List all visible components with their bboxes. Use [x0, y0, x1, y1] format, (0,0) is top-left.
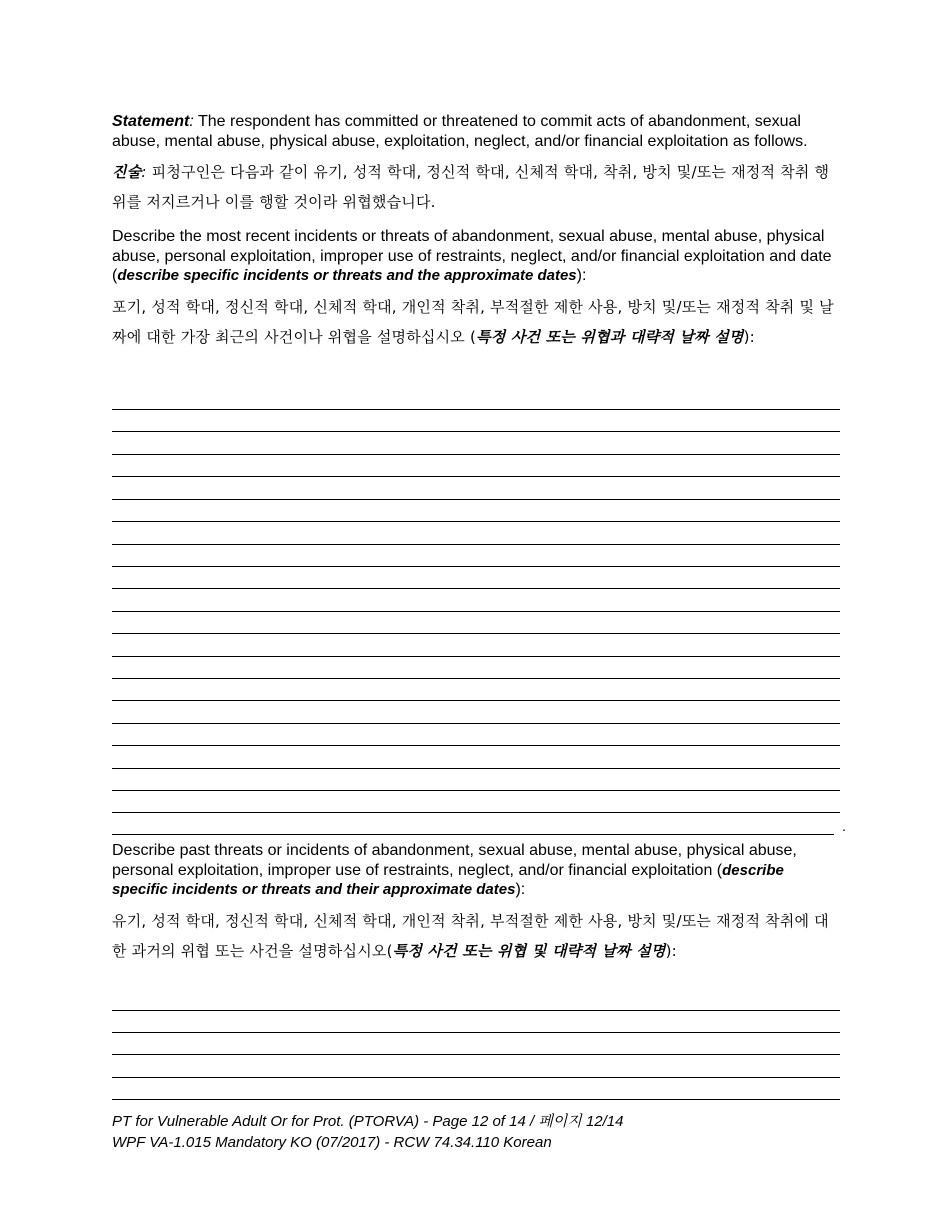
- recent-instructions-ko: [112, 292, 840, 352]
- past-close: ):: [515, 881, 526, 898]
- statement-label: Statement: [112, 113, 190, 130]
- past-emphasis: describe specific incidents or threats and their approximate dates: [112, 861, 784, 898]
- answer-line[interactable]: [112, 431, 840, 432]
- statement-ko-text: 피청구인은 다음과 같이 유기, 성적 학대, 정신적 학대, 신체적 학대, 착취, 방치 및/또는 재정적 착취 행위를 저지르거나 이를 행할 것이라 위협했습니다.: [112, 163, 830, 211]
- answer-line[interactable]: [112, 1054, 840, 1055]
- answer-line[interactable]: [112, 1099, 840, 1100]
- page-footer: [112, 1111, 624, 1153]
- past-instructions-en: [112, 841, 840, 900]
- answer-line[interactable]: [112, 521, 840, 522]
- answer-line[interactable]: [112, 745, 840, 746]
- past-ko-text: 유기, 성적 학대, 정신적 학대, 신체적 학대, 개인적 착취, 부적절한 제한 사용, 방치 및/또는 재정적 착취에 대한 과거의 위협 또는 사건을 설명하십시오(: [112, 911, 829, 960]
- answer-line[interactable]: [112, 633, 840, 634]
- answer-line[interactable]: [112, 544, 840, 545]
- answer-line[interactable]: [112, 768, 840, 769]
- statement-ko: [112, 157, 840, 217]
- statement-ko-label: 진술: [112, 163, 142, 181]
- answer-line[interactable]: [112, 656, 840, 657]
- line-end-mark: .: [842, 818, 846, 834]
- answer-line[interactable]: [112, 812, 840, 813]
- answer-line[interactable]: [112, 1010, 840, 1011]
- statement-colon: :: [189, 113, 194, 130]
- recent-text: Describe the most recent incidents or threats of abandonment, sexual abuse, mental abuse, physical abuse, personal exploitation, improper use of restraints, neglect, and/or financial exploitation and date (: [112, 228, 832, 284]
- form-page: [112, 112, 840, 352]
- answer-line[interactable]: [112, 700, 840, 701]
- statement-en: [112, 112, 840, 151]
- answer-line[interactable]: [112, 566, 840, 567]
- statement-text: The respondent has committed or threatened to commit acts of abandonment, sexual abuse, mental abuse, physical abuse, exploitation, neglect, and/or financial exploitation as follows.: [112, 113, 808, 150]
- past-instructions-ko: [112, 906, 840, 966]
- past-text: Describe past threats or incidents of abandonment, sexual abuse, mental abuse, physical abuse, personal exploitation, improper use of restraints, neglect, and/or financial exploitation (: [112, 842, 797, 879]
- answer-line[interactable]: [112, 1077, 840, 1078]
- answer-line[interactable]: [112, 588, 840, 589]
- answer-line[interactable]: [112, 678, 840, 679]
- recent-ko-emphasis: 특정 사건 또는 위협과 대략적 날짜 설명: [476, 327, 744, 346]
- footer-line-1: PT for Vulnerable Adult Or for Prot. (PTORVA) - Page 12 of 14 / 페이지 12/14: [112, 1113, 624, 1130]
- answer-line[interactable]: [112, 499, 840, 500]
- answer-line[interactable]: [112, 454, 840, 455]
- answer-line[interactable]: [112, 834, 834, 835]
- recent-close: ):: [576, 267, 587, 284]
- recent-ko-close: ):: [743, 327, 755, 346]
- footer-line-2: WPF VA-1.015 Mandatory KO (07/2017) - RCW 74.34.110 Korean: [112, 1134, 552, 1151]
- recent-ko-text: 포기, 성적 학대, 정신적 학대, 신체적 학대, 개인적 착취, 부적절한 제한 사용, 방치 및/또는 재정적 착취 및 날짜에 대한 가장 최근의 사건이나 위협을 설명하십시오 (: [112, 297, 834, 346]
- statement-ko-colon: :: [141, 163, 147, 181]
- past-section: [112, 841, 840, 966]
- answer-line[interactable]: [112, 476, 840, 477]
- recent-instructions-en: [112, 227, 840, 286]
- answer-line[interactable]: [112, 790, 840, 791]
- past-incidents-answer-area[interactable]: [112, 0, 840, 1]
- past-ko-close: ):: [665, 941, 677, 960]
- answer-line[interactable]: [112, 723, 840, 724]
- answer-line[interactable]: [112, 1032, 840, 1033]
- recent-emphasis: describe specific incidents or threats and the approximate dates: [117, 267, 577, 284]
- answer-line[interactable]: [112, 611, 840, 612]
- answer-line[interactable]: [112, 409, 840, 410]
- past-ko-emphasis: 특정 사건 또는 위협 및 대략적 날짜 설명: [392, 941, 666, 960]
